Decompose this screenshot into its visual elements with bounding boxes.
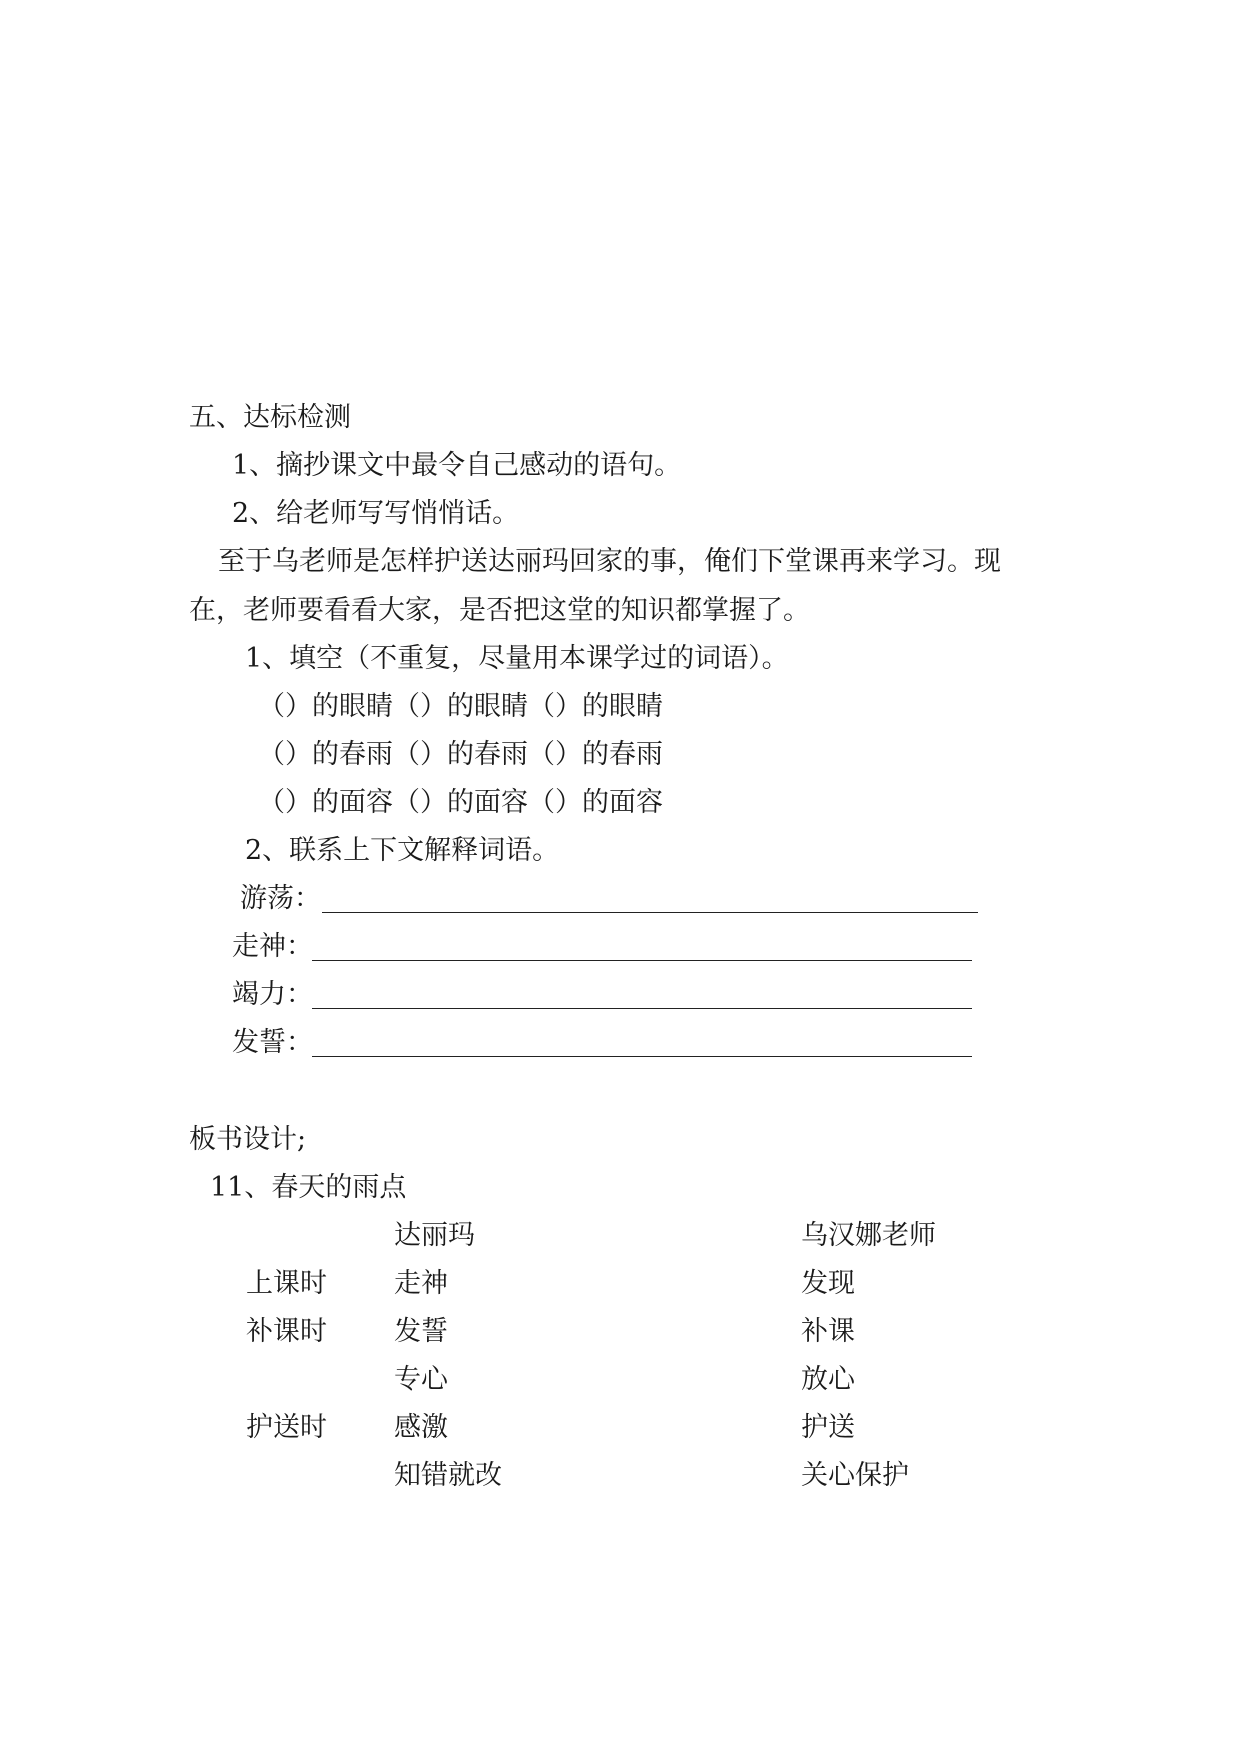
board-row-mid: 专心: [394, 1364, 448, 1395]
answer-line: [312, 960, 972, 961]
explain-instruction: 2、联系上下文解释词语。: [245, 835, 560, 866]
board-row-right: 护送: [801, 1412, 855, 1443]
lesson-title: 11、春天的雨点: [210, 1172, 407, 1203]
board-row-right: 放心: [801, 1364, 855, 1395]
task-item: 2、给老师写写悄悄话。: [232, 498, 520, 529]
board-row-mid: 发誓: [394, 1316, 448, 1347]
paragraph-line: 在，老师要看看大家，是否把这堂的知识都掌握了。: [189, 595, 810, 626]
board-row-mid: 感激: [394, 1412, 448, 1443]
board-heading: 板书设计;: [189, 1124, 307, 1155]
fill-blank-instruction: 1、填空（不重复，尽量用本课学过的词语）。: [245, 643, 789, 674]
fill-blank-row: （）的眼睛（）的眼睛（）的眼睛: [258, 691, 663, 722]
board-row-left: 补课时: [246, 1316, 327, 1347]
answer-line: [312, 1056, 972, 1057]
term-label: 发誓：: [232, 1027, 313, 1058]
task-item: 1、摘抄课文中最令自己感动的语句。: [232, 450, 682, 481]
section-heading: 五、达标检测: [189, 402, 351, 433]
term-label: 游荡：: [240, 883, 321, 914]
fill-blank-row: （）的面容（）的面容（）的面容: [258, 787, 663, 818]
paragraph-line: 至于乌老师是怎样护送达丽玛回家的事，俺们下堂课再来学习。现: [218, 546, 1001, 577]
board-row-mid: 知错就改: [394, 1460, 502, 1491]
term-label: 走神：: [232, 931, 313, 962]
answer-line: [322, 912, 978, 913]
board-row-right: 关心保护: [801, 1460, 909, 1491]
board-row-right: 发现: [801, 1268, 855, 1299]
board-header-mid: 达丽玛: [394, 1220, 475, 1251]
board-row-left: 上课时: [246, 1268, 327, 1299]
board-header-right: 乌汉娜老师: [801, 1220, 936, 1251]
board-row-left: 护送时: [246, 1412, 327, 1443]
board-row-right: 补课: [801, 1316, 855, 1347]
term-label: 竭力：: [232, 979, 313, 1010]
board-row-mid: 走神: [394, 1268, 448, 1299]
fill-blank-row: （）的春雨（）的春雨（）的春雨: [258, 739, 663, 770]
answer-line: [312, 1008, 972, 1009]
